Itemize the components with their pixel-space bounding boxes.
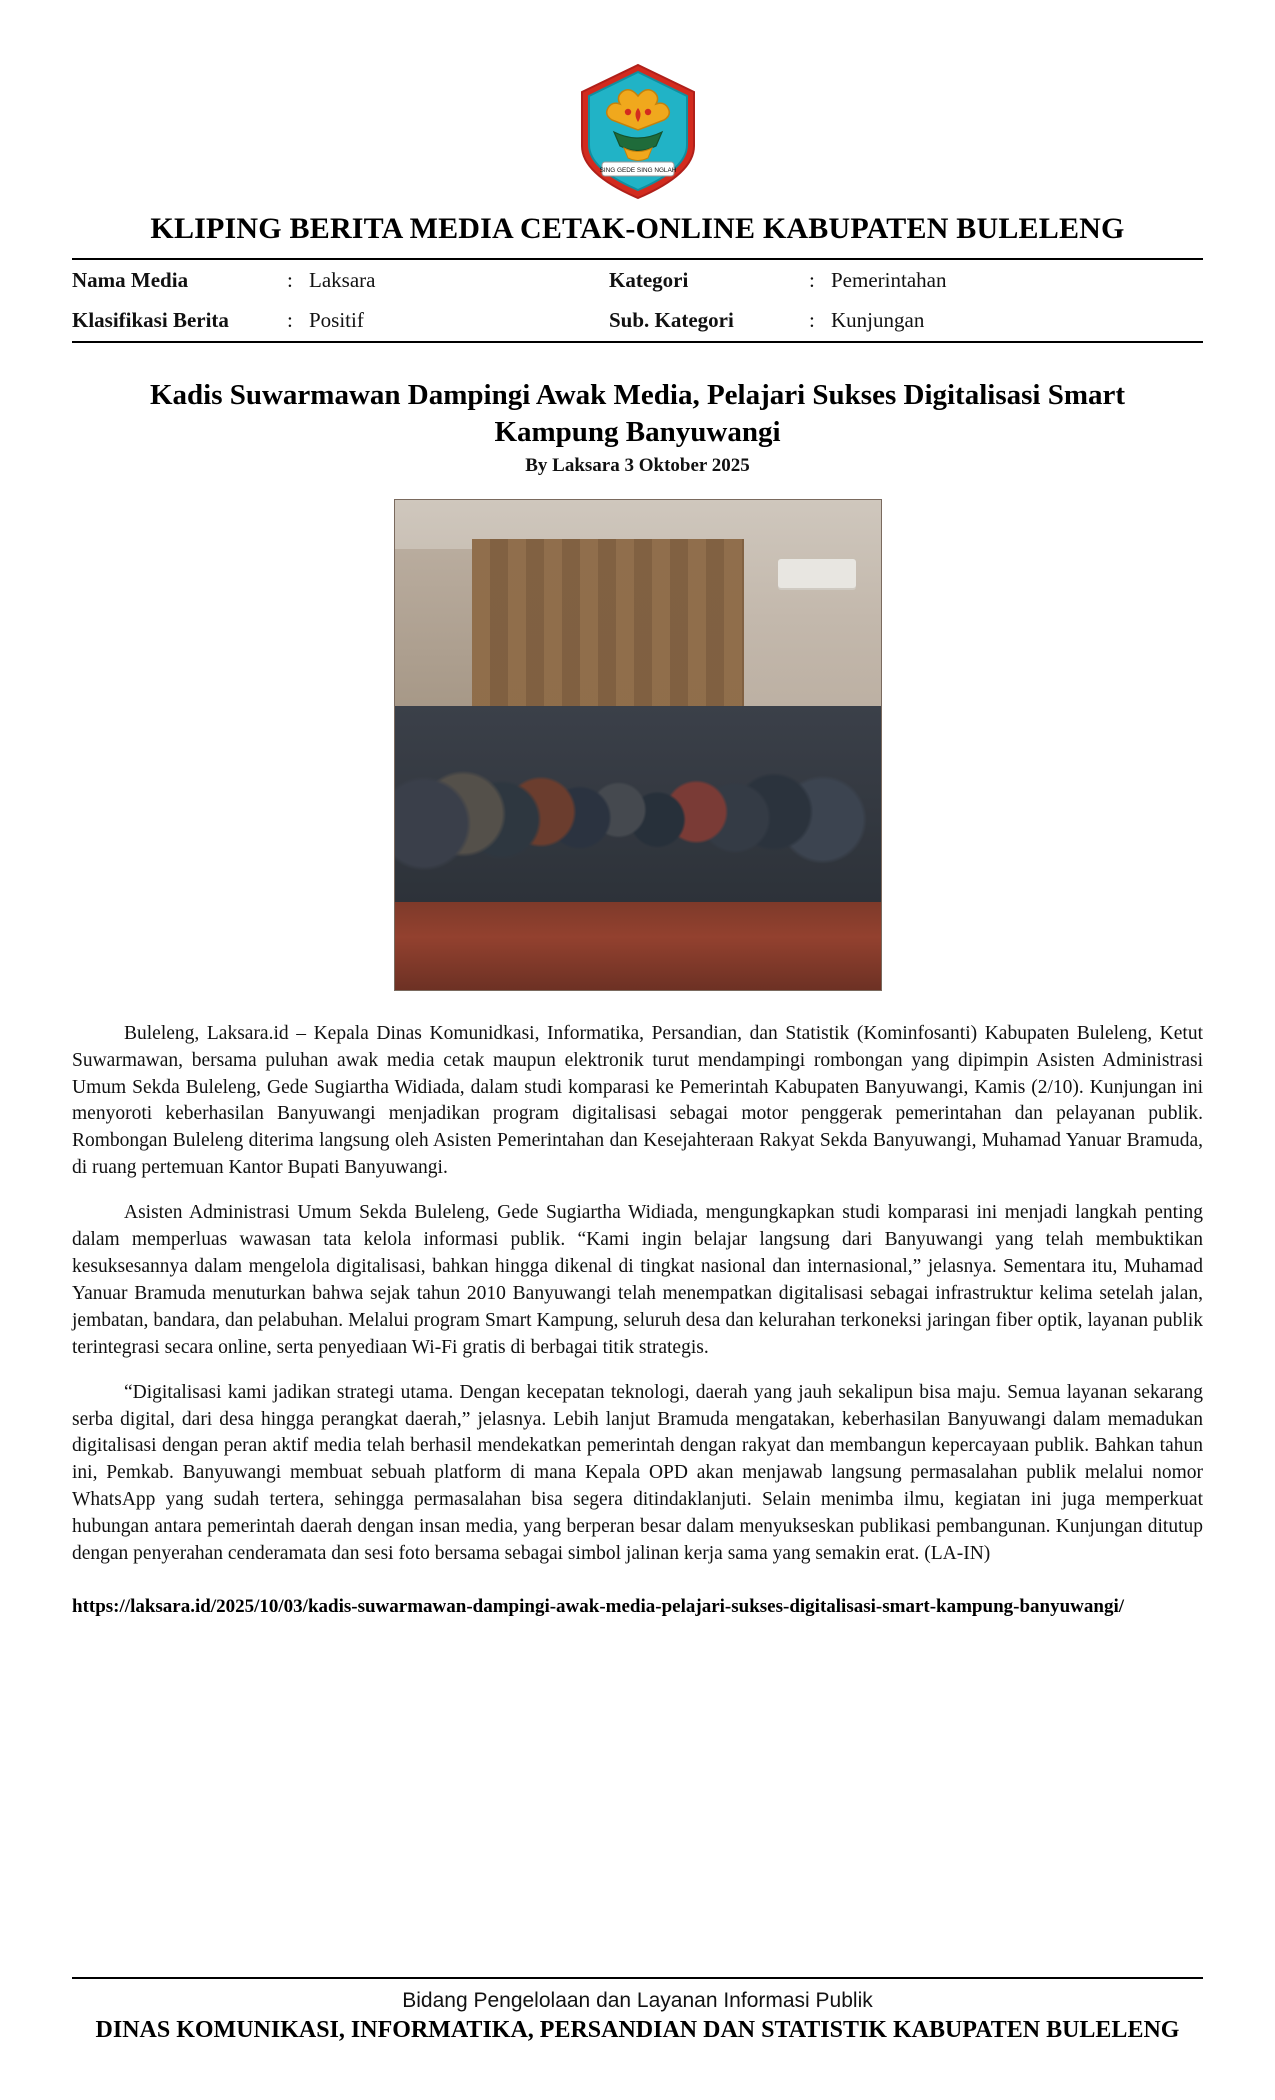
document-title: KLIPING BERITA MEDIA CETAK-ONLINE KABUPATEN BULELENG [150,212,1125,245]
article-title: Kadis Suwarmawan Dampingi Awak Media, Pelajari Sukses Digitalisasi Smart Kampung Banyuwangi [149,378,1126,448]
footer-department-division: Bidang Pengelolaan dan Layanan Informasi Publik [402,1989,873,2012]
article-paragraph-2: Asisten Administrasi Umum Sekda Buleleng, Gede Sugiartha Widiada, mengungkapkan studi komparasi ini menjadi langkah penting dalam memperluas wawasan tata kelola informasi publik. “Kami ingin belajar langsung dari Banyuwangi yang telah membuktikan kesuksesannya dalam mengelola digitalisasi, bahkan hingga dikenal di tingkat nasional dan internasional,” jelasnya. Sementara itu, Muhamad Yanuar Bramuda menuturkan bahwa sejak tahun 2010 Banyuwangi telah menempatkan digitalisasi sebagai infrastruktur kelima setelah jalan, jembatan, bandara, dan pelabuhan. Melalui program Smart Kampung, seluruh desa dan kelurahan terkoneksi jaringan fiber optik, layanan publik terintegrasi secara online, serta penyediaan Wi-Fi gratis di berbagai titik strategis. [72,1202,1203,1358]
buleleng-regency-emblem-icon [574,62,702,202]
svg-text:SING GEDE SING NGLAH: SING GEDE SING NGLAH [599,167,676,174]
article-photo-container [72,499,1203,991]
meta-table [72,260,1203,341]
document-footer [72,1977,1203,2044]
footer-department-name: DINAS KOMUNIKASI, INFORMATIKA, PERSANDIAN DAN STATISTIK KABUPATEN BULELENG [95,2017,1180,2043]
meta-row [72,300,1203,340]
article-paragraph-1: Buleleng, Laksara.id – Kepala Dinas Komunidkasi, Informatika, Persandian, dan Statistik (Kominfosanti) Kabupaten Buleleng, Ketut Suwarmawan, bersama puluhan awak media cetak maupun elektronik turut mendampingi rombongan yang dipimpin Asisten Administrasi Umum Sekda Buleleng, Gede Sugiartha Widiada, dalam studi komparasi ke Pemerintah Kabupaten Banyuwangi, Kamis (2/10). Kunjungan ini menyoroti keberhasilan Banyuwangi menjadikan program digitalisasi sebagai motor penggerak pemerintahan dan pelayanan publik. Rombongan Buleleng diterima langsung oleh Asisten Pemerintahan dan Kesejahteraan Rakyat Sekda Banyuwangi, Muhamad Yanuar Bramuda, di ruang pertemuan Kantor Bupati Banyuwangi. [72,1022,1203,1179]
meta-label-sub-kategori: Sub. Kategori [609,308,734,333]
meta-colon: : [809,308,815,333]
logo-container [72,62,1203,202]
meta-label-kategori: Kategori [609,268,689,292]
meta-value-nama-media: Laksara [309,268,376,292]
photo-floor [395,902,881,990]
meta-row [72,260,1203,300]
meta-value-kategori: Pemerintahan [831,268,947,292]
article-photo [394,499,882,991]
meta-value-klasifikasi-berita: Positif [309,308,364,333]
article-source-link[interactable]: https://laksara.id/2025/10/03/kadis-suwarmawan-dampingi-awak-media-pelajari-sukses-digitalisasi-smart-kampung-banyuwangi/ [72,1595,1125,1617]
meta-colon: : [287,268,293,292]
article-paragraph-3: “Digitalisasi kami jadikan strategi utama. Dengan kecepatan teknologi, daerah yang jauh sekalipun bisa maju. Semua layanan sekarang serba digital, dari desa hingga perangkat daerah,” jelasnya. Lebih lanjut Bramuda mengatakan, keberhasilan Banyuwangi dalam memadukan digitalisasi dengan peran aktif media telah berhasil mendekatkan pemerintah dengan rakyat dan membangun kepercayaan publik. Bahkan tahun ini, Pemkab. Banyuwangi membuat sebuah platform di mana Kepala OPD akan menjawab langsung permasalahan publik melalui nomor WhatsApp yang sudah tertera, sehingga permasalahan bisa segera ditindaklanjuti. Selain menimba ilmu, kegiatan ini juga memperkuat hubungan antara pemerintah daerah dengan insan media, yang berperan besar dalam menyukseskan publikasi pembangunan. Kunjungan ditutup dengan penyerahan cenderamata dan sesi foto bersama sebagai simbol jalinan kerja sama yang semakin erat. (LA-IN) [72,1381,1203,1565]
meta-label-nama-media: Nama Media [72,268,189,292]
meta-colon: : [287,308,293,333]
article-byline: By Laksara 3 Oktober 2025 [525,454,750,476]
meta-label-klasifikasi-berita: Klasifikasi Berita [72,308,229,333]
footer-rule [72,1977,1203,1979]
photo-air-conditioner [778,559,856,588]
photo-group-people [395,706,881,902]
meta-colon: : [809,268,815,292]
meta-value-sub-kategori: Kunjungan [831,308,925,333]
meta-bottom-rule [72,341,1203,343]
